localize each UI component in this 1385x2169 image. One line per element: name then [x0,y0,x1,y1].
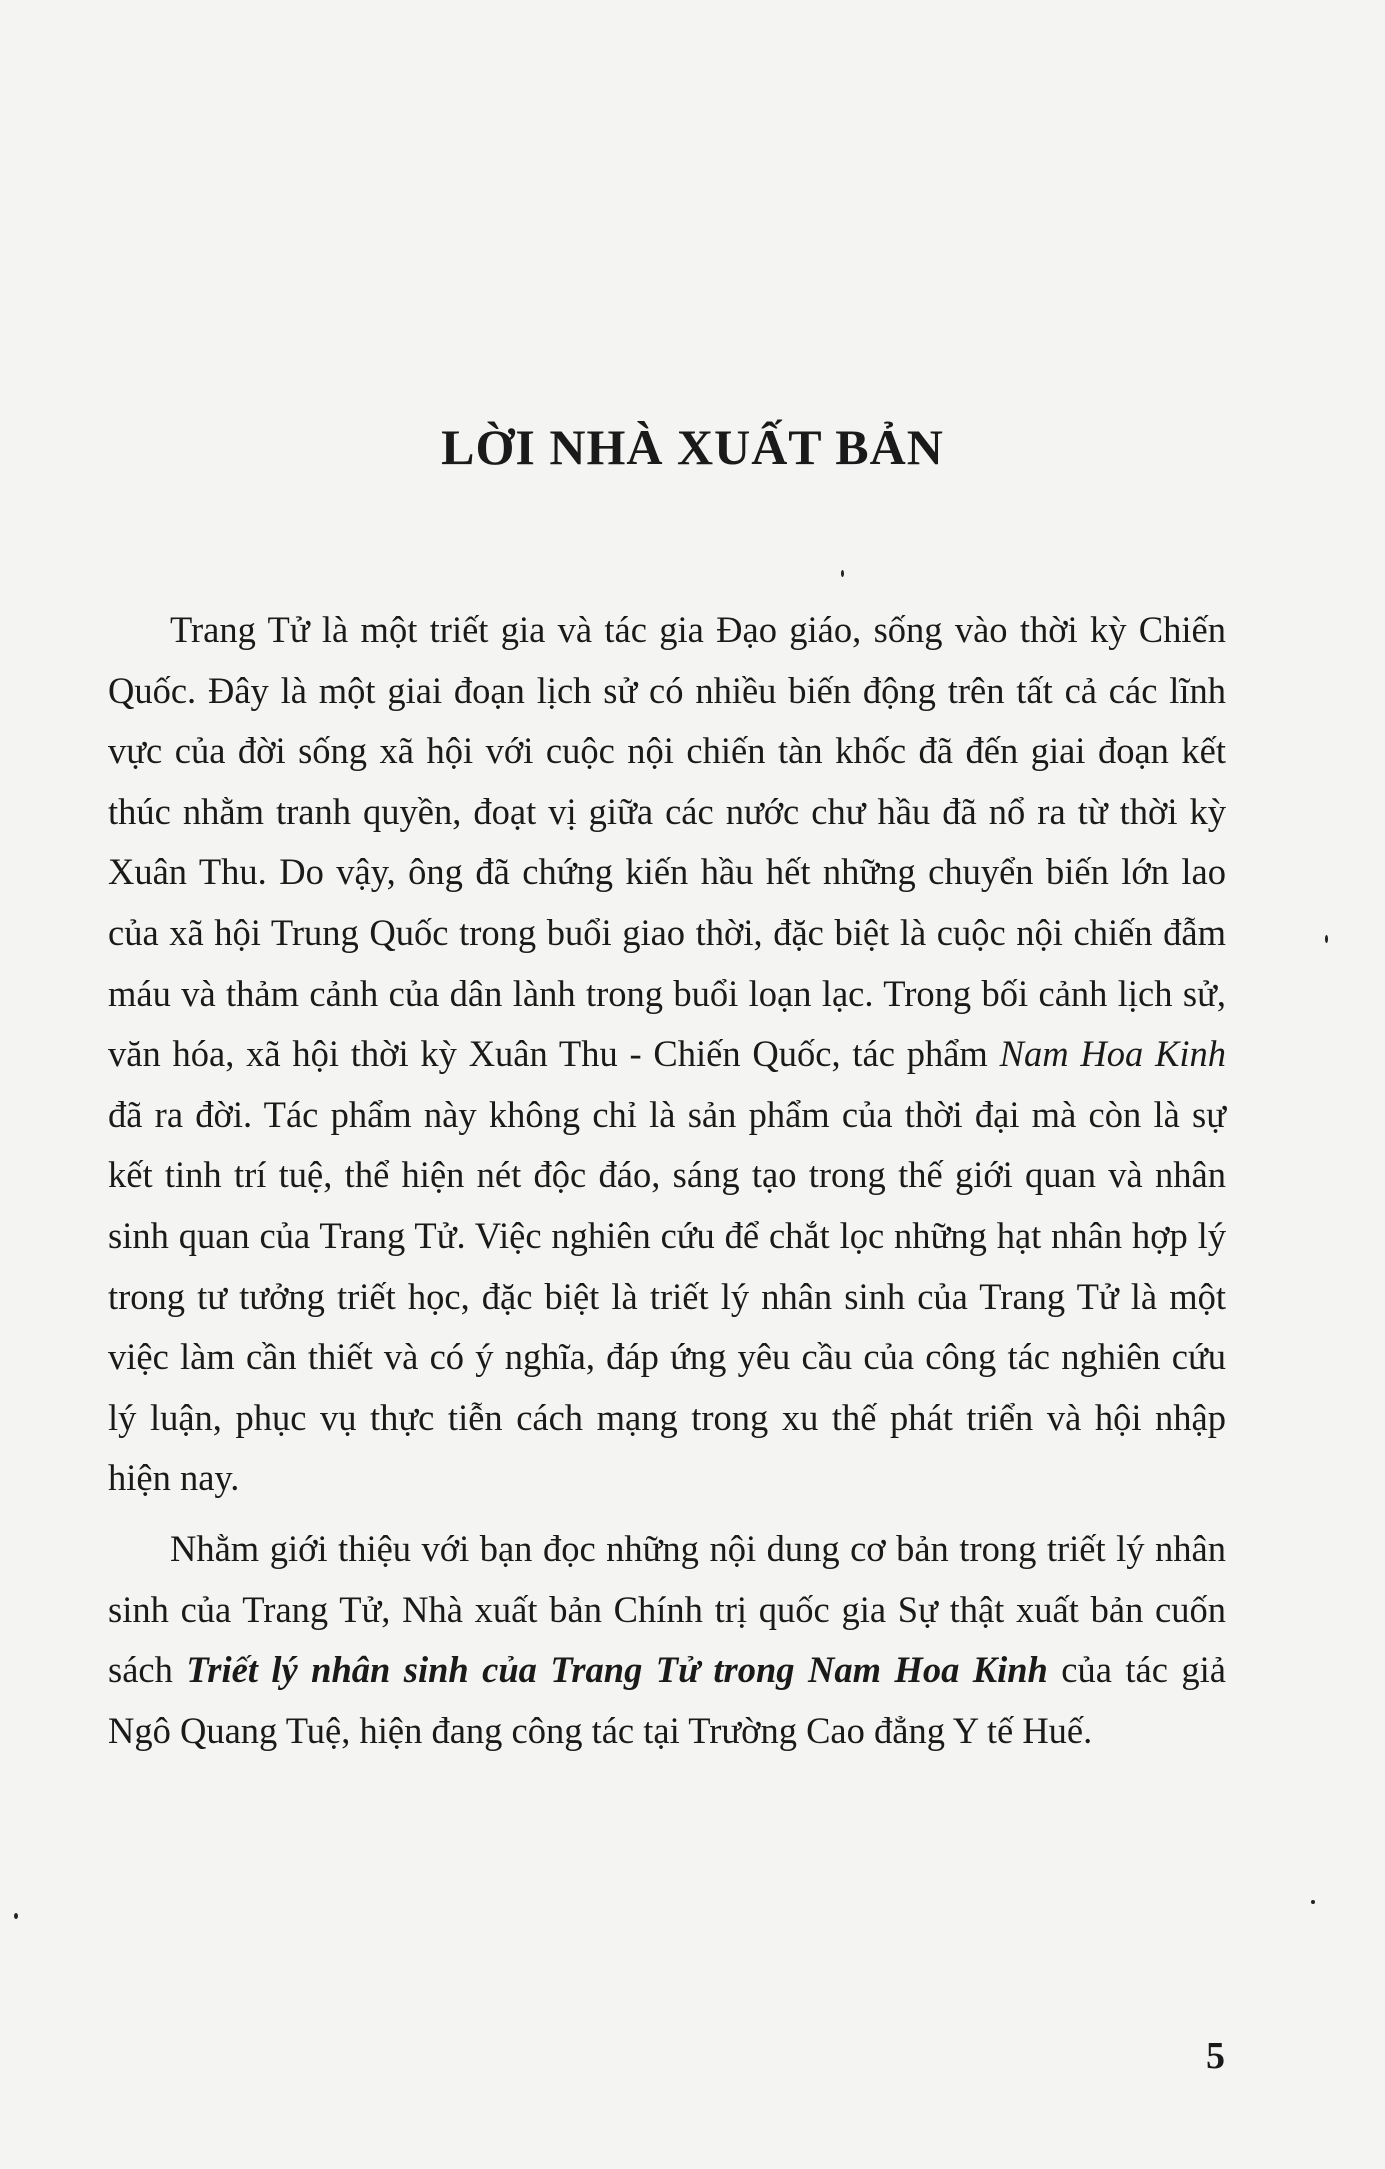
paragraph-1-part-2: đã ra đời. Tác phẩm này không chỉ là sản phẩm của thời đại mà còn là sự kết tinh trí tuệ, thể hiện nét độc đáo, sáng tạo trong thế giới quan và nhân sinh quan của Trang Tử. Việc nghiên cứu để chắt lọc những hạt nhân hợp lý trong tư tưởng triết học, đặc biệt là triết lý nhân sinh của Trang Tử là một việc làm cần thiết và có ý nghĩa, đáp ứng yêu cầu của công tác nghiên cứu lý luận, phục vụ thực tiễn cách mạng trong xu thế phát triển và hội nhập hiện nay. [108,1093,1226,1499]
paragraph-1 [108,600,1226,1509]
page-number: 5 [1206,2035,1225,2077]
paragraph-2-part-1: Nhằm giới thiệu với bạn đọc những nội dung cơ bản trong triết lý nhân sinh của Trang Tử, Nhà xuất bản Chính trị quốc gia Sự thật xuất bản cuốn sách [108,1527,1226,1691]
print-speck [1311,1900,1315,1904]
print-speck [14,1913,18,1919]
print-speck [1325,935,1328,943]
print-speck [841,570,844,577]
work-title-nam-hoa-kinh: Nam Hoa Kinh [999,1033,1226,1075]
paragraph-1-part-1: Trang Tử là một triết gia và tác gia Đạo giáo, sống vào thời kỳ Chiến Quốc. Đây là một giai đoạn lịch sử có nhiều biến động trên tất cả các lĩnh vực của đời sống xã hội với cuộc nội chiến tàn khốc đã đến giai đoạn kết thúc nhằm tranh quyền, đoạt vị giữa các nước chư hầu đã nổ ra từ thời kỳ Xuân Thu. Do vậy, ông đã chứng kiến hầu hết những chuyển biến lớn lao của xã hội Trung Quốc trong buổi giao thời, đặc biệt là cuộc nội chiến đẫm máu và thảm cảnh của dân lành trong buổi loạn lạc. Trong bối cảnh lịch sử, văn hóa, xã hội thời kỳ Xuân Thu - Chiến Quốc, tác phẩm [108,609,1226,1075]
page-title: LỜI NHÀ XUẤT BẢN [441,419,944,475]
paragraph-2-part-2: của tác giả Ngô Quang Tuệ, hiện đang công tác tại Trường Cao đẳng Y tế Huế. [108,1649,1226,1751]
paragraph-2 [108,1519,1226,1761]
book-title: Triết lý nhân sinh của Trang Tử trong Nam Hoa Kinh [186,1649,1048,1691]
body-text [108,600,1226,1761]
